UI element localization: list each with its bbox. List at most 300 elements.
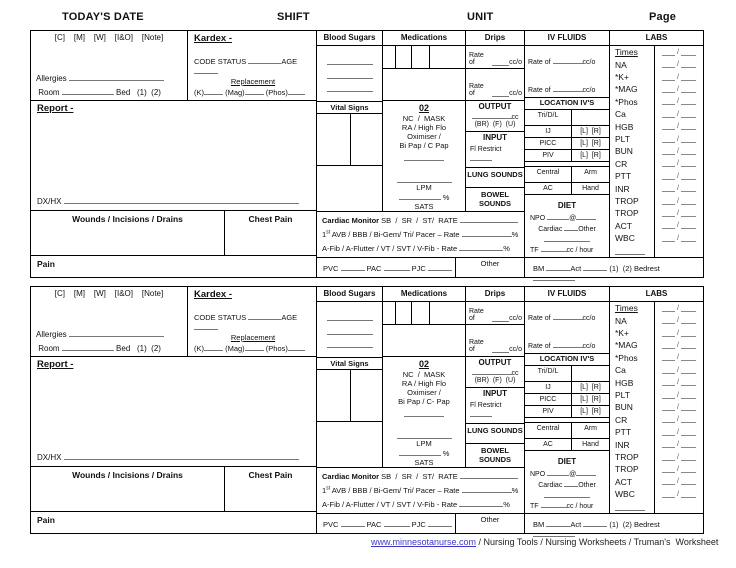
code-status-label: CODE STATUS — [194, 313, 247, 322]
lab-name: PTT — [615, 171, 632, 182]
lab-value-field[interactable] — [654, 376, 703, 388]
cardiac-line-3 — [322, 243, 519, 253]
rate-of-label: Rate of — [528, 314, 551, 322]
location-table-2 — [525, 166, 609, 195]
phos-label: (Phos) — [265, 344, 288, 353]
location-row[interactable] — [525, 423, 609, 439]
location-row[interactable] — [525, 382, 609, 394]
sats-line — [399, 192, 450, 202]
lab-row — [610, 376, 703, 388]
diet-field[interactable] — [564, 479, 578, 487]
location-side: [L] [R] — [571, 394, 609, 405]
slash: / — [677, 147, 679, 155]
o2-field[interactable] — [397, 175, 452, 183]
lab-name: *MAG — [615, 84, 638, 95]
tf-label: TF — [530, 502, 539, 510]
code-status-field[interactable] — [248, 312, 281, 320]
rate-field[interactable] — [462, 229, 512, 237]
rate-field[interactable] — [553, 56, 583, 64]
vital-signs-cell[interactable] — [317, 370, 351, 421]
bm-field[interactable] — [546, 519, 570, 527]
left-column — [30, 30, 317, 278]
rate-of-label: Rate of — [469, 339, 484, 353]
lab-row — [610, 170, 703, 182]
location-side: [L] [R] — [571, 406, 609, 417]
replacement-line — [194, 87, 312, 97]
blood-sugars-header: Blood Sugars — [317, 287, 382, 302]
fl-restrict-field[interactable] — [470, 153, 492, 161]
lung-sounds-header: LUNG SOUNDS — [466, 424, 524, 444]
slash: / — [677, 366, 679, 374]
npo-time-field[interactable] — [576, 212, 596, 220]
output-options: (BR) (F) (U) — [474, 377, 516, 384]
medication-cell[interactable] — [383, 302, 395, 324]
tf-line — [525, 500, 609, 513]
location-name: PIV — [542, 408, 554, 416]
blood-sugar-field[interactable] — [327, 57, 373, 65]
kardex-title: Kardex - — [194, 289, 233, 300]
tf-field[interactable] — [541, 244, 567, 252]
slash: / — [677, 48, 679, 56]
fluid-restrict-line — [466, 146, 524, 167]
location-side: [L] [R] — [571, 150, 609, 161]
pac-label: PAC — [366, 264, 382, 273]
wounds-header: Wounds / Incisions / Drains — [31, 211, 225, 255]
percent-label: % — [442, 449, 450, 458]
pvc-field[interactable] — [341, 519, 365, 527]
lab-extra-field[interactable] — [615, 503, 645, 511]
drip-rate-line — [466, 325, 524, 357]
location-ivs-header: LOCATION IV'S — [525, 354, 609, 366]
lab-value-field[interactable] — [654, 220, 703, 232]
vital-signs-cell[interactable] — [351, 370, 382, 421]
tf-field[interactable] — [541, 500, 567, 508]
lab-value-field[interactable] — [654, 182, 703, 194]
rate-field[interactable] — [492, 58, 509, 66]
replacement-line — [194, 343, 312, 353]
lab-value-field[interactable] — [654, 133, 703, 145]
rate-of-label: Rate of — [528, 343, 551, 351]
cco-label: cc/o — [582, 87, 596, 95]
age-field[interactable] — [194, 66, 218, 74]
unit-label: UNIT — [467, 11, 494, 23]
npo-field[interactable] — [547, 212, 569, 220]
lab-row — [610, 232, 703, 244]
code-status-line — [194, 56, 312, 76]
code-status-field[interactable] — [248, 56, 281, 64]
slash: / — [677, 160, 679, 168]
sats-field[interactable] — [399, 192, 441, 200]
flags-row: [C] [M] [W] [I&O] [Note] — [54, 33, 164, 42]
times-label: Times — [615, 47, 638, 58]
cc-label: cc — [511, 370, 519, 377]
lab-value-field[interactable] — [654, 426, 703, 438]
blood-sugars-column — [317, 31, 382, 211]
diet-field[interactable] — [544, 234, 590, 242]
dxhx-field[interactable] — [64, 452, 299, 460]
slash: / — [677, 478, 679, 486]
o2-option: Oximiser / — [407, 388, 441, 397]
iv-fluids-column — [525, 287, 609, 513]
medication-time-cells — [383, 46, 465, 69]
room-field[interactable] — [62, 343, 114, 351]
slash: / — [677, 403, 679, 411]
dxhx-field[interactable] — [64, 196, 299, 204]
iv-rates-box — [525, 46, 609, 98]
lab-name: PLT — [615, 390, 630, 401]
percent-label: % — [503, 244, 510, 253]
slash: / — [677, 416, 679, 424]
vital-signs-open-area[interactable] — [317, 422, 382, 467]
location-row[interactable] — [525, 406, 609, 418]
rate-field[interactable] — [492, 89, 509, 97]
o2-field[interactable] — [404, 409, 444, 417]
lab-value-field[interactable] — [654, 352, 703, 364]
lab-name: ACT — [615, 220, 632, 231]
tf-line — [525, 244, 609, 257]
other-box[interactable]: Other — [455, 258, 524, 277]
blood-sugar-field[interactable] — [327, 327, 373, 335]
lab-value-field[interactable] — [654, 96, 703, 108]
cardiac-line-1 — [322, 471, 519, 481]
k-field[interactable] — [204, 343, 223, 351]
phos-field[interactable] — [288, 87, 305, 95]
bm-label: BM — [533, 264, 545, 273]
pain-row: Pain — [37, 515, 55, 525]
lab-value-field[interactable] — [654, 488, 703, 500]
act-label: Act — [570, 520, 582, 529]
location-name: AC — [543, 184, 553, 192]
pvc-pac-pjc-line — [317, 258, 455, 277]
rhythm-options-3: A-Fib / A-Flutter / VT / SVT / V-Fib - Rate — [322, 500, 458, 509]
location-row[interactable] — [525, 366, 609, 382]
npo-field[interactable] — [547, 468, 569, 476]
lab-name: BUN — [615, 402, 633, 413]
lab-value-field[interactable] — [654, 327, 703, 339]
lab-row — [610, 145, 703, 157]
vital-signs-header: Vital Signs — [317, 101, 382, 114]
vital-signs-open-area[interactable] — [317, 166, 382, 211]
age-field[interactable] — [194, 322, 218, 330]
rate-field[interactable] — [460, 471, 518, 479]
lab-row — [610, 476, 703, 488]
location-side: Arm — [571, 423, 609, 438]
slash: / — [677, 453, 679, 461]
worksheet-section — [30, 30, 704, 278]
slash: / — [677, 85, 679, 93]
right-columns — [525, 30, 704, 278]
location-row[interactable] — [525, 110, 609, 126]
kardex-title: Kardex - — [194, 33, 233, 44]
lab-value-field[interactable] — [654, 389, 703, 401]
input-header: INPUT — [483, 389, 507, 398]
age-label: AGE — [281, 57, 298, 66]
room-field[interactable] — [62, 87, 114, 95]
middle-main — [317, 31, 524, 212]
lab-row — [610, 220, 703, 232]
flags-row: [C] [M] [W] [I&O] [Note] — [54, 289, 164, 298]
location-name: IJ — [545, 384, 551, 392]
rate-field[interactable] — [492, 345, 509, 353]
room-label: Room — [38, 88, 60, 97]
cco-label: cc/o — [582, 58, 596, 66]
medication-cell[interactable] — [383, 46, 395, 68]
bed-label: Bed (1) (2) — [116, 344, 161, 353]
act-field[interactable] — [583, 263, 607, 271]
output-field[interactable] — [472, 367, 512, 375]
lab-value-field[interactable] — [654, 71, 703, 83]
lab-name: TROP — [615, 464, 639, 475]
lab-value-field[interactable] — [654, 339, 703, 351]
blood-sugars-column — [317, 287, 382, 467]
lab-value-field[interactable] — [654, 158, 703, 170]
allergies-field[interactable] — [69, 329, 164, 337]
rate-field[interactable] — [553, 340, 583, 348]
output-box — [466, 357, 524, 388]
phos-field[interactable] — [288, 343, 305, 351]
replacement-label: Replacement — [230, 77, 276, 86]
cco-label: cc/o — [509, 346, 522, 353]
labs-table — [610, 302, 703, 513]
o2-header: 02 — [418, 359, 429, 369]
location-row[interactable] — [525, 183, 609, 195]
blood-sugars-fields — [317, 46, 382, 101]
drips-column — [465, 287, 524, 467]
pvc-field[interactable] — [341, 263, 365, 271]
lab-value-field[interactable] — [654, 314, 703, 326]
code-status-label: CODE STATUS — [194, 57, 247, 66]
labs-column — [609, 287, 703, 513]
lab-row — [610, 339, 703, 351]
allergies-field[interactable] — [69, 73, 164, 81]
blood-sugar-field[interactable] — [327, 71, 373, 79]
lab-name: TROP — [615, 452, 639, 463]
wounds-chest-row — [31, 211, 316, 256]
lab-row — [610, 120, 703, 132]
medications-header: Medications — [383, 287, 465, 302]
middle-main — [317, 287, 524, 468]
rate-field[interactable] — [459, 499, 503, 507]
iv-rate-line — [528, 340, 607, 350]
fl-restrict-field[interactable] — [470, 409, 492, 417]
blood-sugars-header: Blood Sugars — [317, 31, 382, 46]
pac-field[interactable] — [384, 263, 410, 271]
location-side — [571, 110, 609, 125]
medication-cell[interactable] — [411, 46, 429, 68]
mag-field[interactable] — [245, 87, 264, 95]
phos-label: (Phos) — [265, 88, 288, 97]
location-row[interactable] — [525, 439, 609, 451]
bedrest-field[interactable] — [533, 529, 575, 537]
footer-link[interactable]: www.minnesotanurse.com — [371, 537, 477, 547]
sats-field[interactable] — [399, 448, 441, 456]
lab-blank-value[interactable] — [654, 245, 703, 257]
lab-row — [610, 414, 703, 426]
avb-sup: st — [326, 485, 331, 492]
pac-field[interactable] — [384, 519, 410, 527]
fl-restrict-label: Fl Restrict — [470, 402, 502, 409]
patient-header-row — [31, 31, 316, 101]
lab-times-field[interactable] — [654, 46, 703, 58]
npo-label: NPO — [530, 214, 546, 222]
lab-value-field[interactable] — [654, 476, 703, 488]
lab-row — [610, 314, 703, 326]
lab-value-field[interactable] — [654, 438, 703, 450]
avb-num: 1 — [322, 486, 327, 495]
slash: / — [677, 341, 679, 349]
lab-extra-field[interactable] — [615, 247, 645, 255]
lab-value-field[interactable] — [654, 463, 703, 475]
cardiac-line-3 — [322, 499, 519, 509]
lab-value-field[interactable] — [654, 170, 703, 182]
lab-value-field[interactable] — [654, 207, 703, 219]
o2-field[interactable] — [404, 153, 444, 161]
lab-value-field[interactable] — [654, 120, 703, 132]
location-row[interactable] — [525, 167, 609, 183]
allergies-label: Allergies — [36, 330, 67, 339]
location-row[interactable] — [525, 394, 609, 406]
location-row[interactable] — [525, 138, 609, 150]
other-box[interactable]: Other — [455, 514, 524, 533]
lab-value-field[interactable] — [654, 108, 703, 120]
lab-value-field[interactable] — [654, 145, 703, 157]
cc-label: cc — [511, 114, 519, 121]
slash: / — [677, 317, 679, 325]
bm-field[interactable] — [546, 263, 570, 271]
act-field[interactable] — [583, 519, 607, 527]
location-side: [L] [R] — [571, 382, 609, 393]
vital-signs-cell[interactable] — [351, 114, 382, 165]
output-cc-line — [466, 367, 524, 377]
pjc-field[interactable] — [428, 519, 452, 527]
rate-field[interactable] — [553, 312, 583, 320]
output-field[interactable] — [472, 111, 512, 119]
lab-value-field[interactable] — [654, 414, 703, 426]
diet-field[interactable] — [544, 490, 590, 498]
lab-row — [610, 364, 703, 376]
mag-label: (Mag) — [225, 344, 245, 353]
fluid-restrict-line — [466, 402, 524, 423]
lab-value-field[interactable] — [654, 451, 703, 463]
age-label: AGE — [281, 313, 298, 322]
code-status-line — [194, 312, 312, 332]
bm-activity-row — [525, 514, 703, 539]
medication-cell[interactable] — [395, 46, 411, 68]
lab-name: ACT — [615, 476, 632, 487]
pac-label: PAC — [366, 520, 382, 529]
mag-label: (Mag) — [225, 88, 245, 97]
k-field[interactable] — [204, 87, 223, 95]
lab-name: NA — [615, 59, 627, 70]
blood-sugar-field[interactable] — [327, 84, 373, 92]
right-main — [525, 287, 703, 514]
slash: / — [677, 73, 679, 81]
shift-label: SHIFT — [277, 11, 310, 23]
rate-of-label: Rate of — [469, 308, 484, 322]
bedrest-field[interactable] — [533, 273, 575, 281]
rate-field[interactable] — [462, 485, 512, 493]
medication-cell[interactable] — [395, 302, 411, 324]
rhythm-options-3: A-Fib / A-Flutter / VT / SVT / V-Fib - Rate — [322, 244, 458, 253]
o2-option: Oximiser / — [407, 132, 441, 141]
lab-value-field[interactable] — [654, 195, 703, 207]
rate-field[interactable] — [460, 215, 518, 223]
bed-label: Bed (1) (2) — [116, 88, 161, 97]
location-ivs-header: LOCATION IV'S — [525, 98, 609, 110]
at-label: @ — [569, 470, 577, 478]
lab-blank-value[interactable] — [654, 501, 703, 513]
lab-value-field[interactable] — [654, 401, 703, 413]
location-name: Central — [536, 168, 560, 176]
pjc-field[interactable] — [428, 263, 452, 271]
lab-name: Ca — [615, 365, 626, 376]
other-diet-label: Other — [578, 481, 596, 489]
iv-fluids-column — [525, 31, 609, 257]
npo-line — [525, 212, 609, 222]
lab-row — [610, 451, 703, 463]
medication-cell[interactable] — [429, 302, 465, 324]
blood-sugar-field[interactable] — [327, 313, 373, 321]
location-name: PIV — [542, 152, 554, 160]
cardiac-monitor-label: Cardiac Monitor — [322, 472, 380, 481]
mag-field[interactable] — [245, 343, 264, 351]
slash: / — [677, 465, 679, 473]
medications-open-area[interactable] — [383, 325, 465, 357]
medication-cell[interactable] — [411, 302, 429, 324]
room-bed-line — [36, 87, 182, 97]
cardiac-diet-label: Cardiac — [538, 481, 563, 489]
lab-value-field[interactable] — [654, 364, 703, 376]
rate-field[interactable] — [459, 243, 503, 251]
pjc-label: PJC — [411, 520, 426, 529]
vital-signs-cell[interactable] — [317, 114, 351, 165]
lab-name: WBC — [615, 233, 635, 244]
npo-time-field[interactable] — [576, 468, 596, 476]
slash: / — [677, 354, 679, 362]
lab-times-field[interactable] — [654, 302, 703, 314]
room-bed-line — [36, 343, 182, 353]
iv-rate-line — [528, 84, 607, 94]
slash: / — [677, 222, 679, 230]
medications-open-area[interactable] — [383, 69, 465, 101]
lab-value-field[interactable] — [654, 83, 703, 95]
labs-header: LABS — [610, 287, 703, 302]
output-cc-line — [466, 111, 524, 121]
tf-label: TF — [530, 246, 539, 254]
dxhx-label: DX/HX — [37, 453, 62, 462]
output-header: OUTPUT — [478, 358, 512, 367]
rate-of-label: Rate of — [528, 58, 551, 66]
location-row[interactable] — [525, 126, 609, 138]
o2-field[interactable] — [397, 431, 452, 439]
cardiac-line-2 — [322, 485, 519, 495]
lab-value-field[interactable] — [654, 232, 703, 244]
o2-option: NC / MASK — [402, 370, 446, 379]
slash: / — [677, 391, 679, 399]
lab-name: INR — [615, 183, 630, 194]
lab-name: PLT — [615, 134, 630, 145]
room-label: Room — [38, 344, 60, 353]
blood-sugar-field[interactable] — [327, 340, 373, 348]
location-row[interactable] — [525, 150, 609, 162]
rate-field[interactable] — [553, 84, 583, 92]
lab-value-field[interactable] — [654, 58, 703, 70]
rate-field[interactable] — [492, 314, 509, 322]
cco-label: cc/o — [582, 314, 596, 322]
diet-field[interactable] — [564, 223, 578, 231]
drips-header: Drips — [466, 287, 524, 302]
medication-cell[interactable] — [429, 46, 465, 68]
